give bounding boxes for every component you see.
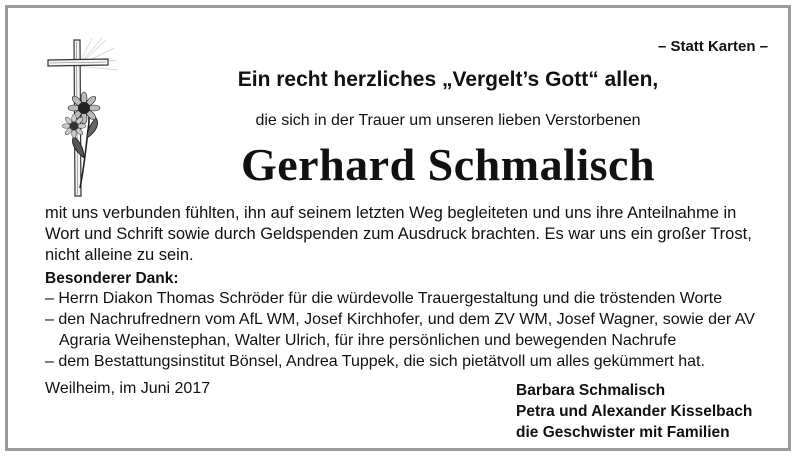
signer-line: Petra und Alexander Kisselbach [516, 403, 753, 420]
thanks-heading: Ein recht herzliches „Vergelt’s Gott“ allen, [237, 68, 659, 91]
list-item: – dem Bestattungsinstitut Bönsel, Andrea Tuppek, die sich pietätvoll um alles gekümmert hat. [45, 353, 705, 370]
special-thanks-title: Besonderer Dank: [45, 270, 179, 287]
list-item: – den Nachrufrednern vom AfL WM, Josef Kirchhofer, und dem ZV WM, Josef Wagner, sowie der AV Agraria Weihenstephan, Walter Ulrich, für ihre persönlichen und bewegenden Nachrufe [45, 311, 755, 349]
obituary-card [5, 5, 791, 451]
list-item: – Herrn Diakon Thomas Schröder für die würdevolle Trauergestaltung und die tröstenden Worte [45, 290, 723, 307]
subline: die sich in der Trauer um unseren lieben Verstorbenen [255, 112, 641, 129]
special-thanks-list [45, 288, 775, 372]
signer-line: Barbara Schmalisch [516, 382, 666, 399]
signers-block [516, 380, 752, 443]
deceased-name: Gerhard Schmalisch [240, 139, 656, 190]
cross-with-sunflower-icon [44, 38, 134, 198]
body-text: mit uns verbunden fühlten, ihn auf seinem letzten Weg begleiteten und uns ihre Anteilnahme in Wort und Schrift sowie durch Geldspenden zum Ausdruck brachten. Es war uns ein großer Trost, nicht alleine zu sein. [45, 204, 752, 264]
signer-line: die Geschwister mit Familien [516, 424, 730, 441]
place-date: Weilheim, im Juni 2017 [45, 380, 211, 397]
statt-karten-label: – Statt Karten – [657, 38, 768, 55]
